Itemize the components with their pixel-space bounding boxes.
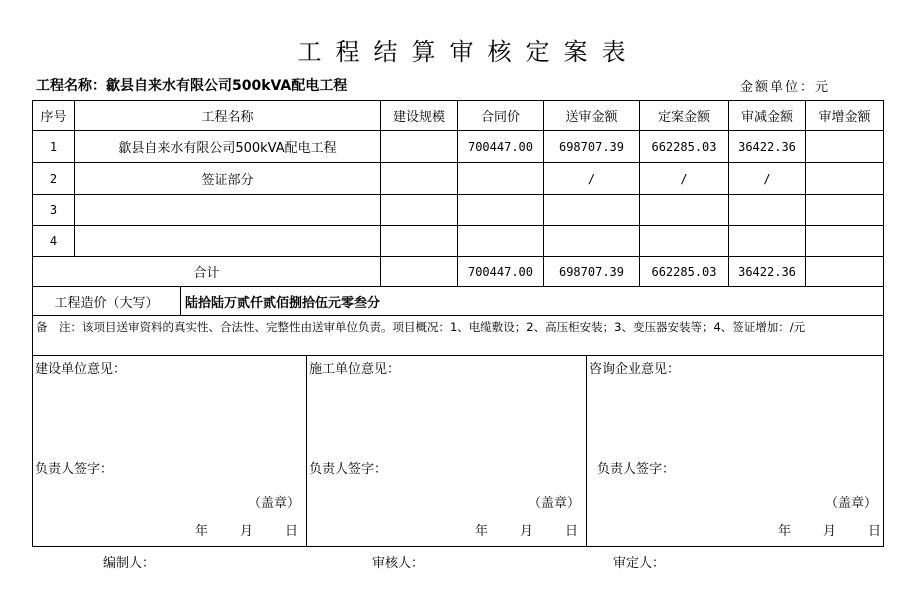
row-2-submitted: /: [543, 162, 640, 195]
opinion-consultant-seal: （盖章）: [824, 496, 877, 511]
opinion-consultant-sign: 负责人签字：: [597, 462, 676, 477]
col-header-scale: 建设规模: [380, 100, 458, 131]
capital-label: 工程造价（大写）: [32, 286, 181, 316]
row-2-reduced: /: [728, 162, 806, 195]
opinion-contractor-sign: 负责人签字：: [309, 462, 388, 477]
row-4-no: 4: [32, 225, 75, 257]
total-label: 合计: [32, 256, 381, 287]
col-header-increased: 审增金额: [805, 100, 884, 131]
page-title: 工程结算审核定案表: [297, 38, 640, 66]
row-4-reduced: [728, 225, 806, 257]
col-header-submitted: 送审金额: [543, 100, 640, 131]
row-4-name: [74, 225, 381, 257]
year-label: 年: [777, 524, 791, 539]
day-label: 日: [867, 524, 881, 539]
row-1-no: 1: [32, 130, 75, 163]
reviewer-label: 审核人：: [372, 556, 425, 571]
row-1-name: 歙县自来水有限公司500kVA配电工程: [74, 130, 381, 163]
opinion-contractor-seal: （盖章）: [527, 496, 580, 511]
remarks: 备 注：该项目送审资料的真实性、合法性、完整性由送审单位负责。项目概况：1、电缆敷设；2、高压柜安装；3、变压器安装等；4、签证增加：/元: [32, 315, 884, 356]
row-4-submitted: [543, 225, 640, 257]
row-4-final: [639, 225, 729, 257]
row-4-scale: [380, 225, 458, 257]
row-2-scale: [380, 162, 458, 195]
row-3-name: [74, 194, 381, 226]
row-2-no: 2: [32, 162, 75, 195]
opinion-owner-label: 建设单位意见：: [35, 362, 127, 377]
row-1-increased: [805, 130, 884, 163]
col-header-no: 序号: [32, 100, 75, 131]
row-2-final: /: [639, 162, 729, 195]
col-header-name: 工程名称: [74, 100, 381, 131]
col-header-contract: 合同价: [457, 100, 544, 131]
opinion-owner-seal: （盖章）: [247, 496, 300, 511]
opinion-contractor-date: [443, 520, 578, 539]
row-2-name: 签证部分: [74, 162, 381, 195]
opinion-consultant-date: [746, 520, 881, 539]
year-label: 年: [474, 524, 488, 539]
month-label: 月: [239, 524, 253, 539]
col-header-reduced: 审减金额: [728, 100, 806, 131]
total-final: 662285.03: [639, 256, 729, 287]
opinion-owner-sign: 负责人签字：: [35, 462, 114, 477]
opinion-owner: [32, 355, 307, 547]
row-3-reduced: [728, 194, 806, 226]
compiler-label: 编制人：: [103, 556, 156, 571]
month-label: 月: [519, 524, 533, 539]
row-3-submitted: [543, 194, 640, 226]
project-name: 工程名称：歙县自来水有限公司500kVA配电工程: [36, 78, 348, 94]
total-increased: [805, 256, 884, 287]
total-submitted: 698707.39: [543, 256, 640, 287]
row-1-submitted: 698707.39: [543, 130, 640, 163]
total-reduced: 36422.36: [728, 256, 806, 287]
amount-unit: 金额单位：元: [740, 80, 831, 95]
row-3-scale: [380, 194, 458, 226]
row-1-final: 662285.03: [639, 130, 729, 163]
opinion-consultant: [586, 355, 884, 547]
opinion-contractor-label: 施工单位意见：: [309, 362, 401, 377]
row-3-contract: [457, 194, 544, 226]
row-3-increased: [805, 194, 884, 226]
row-3-final: [639, 194, 729, 226]
col-header-final: 定案金额: [639, 100, 729, 131]
row-1-scale: [380, 130, 458, 163]
total-contract: 700447.00: [457, 256, 544, 287]
row-3-no: 3: [32, 194, 75, 226]
capital-value: 陆拾陆万贰仟贰佰捌拾伍元零叁分: [180, 286, 884, 316]
row-4-increased: [805, 225, 884, 257]
opinion-consultant-label: 咨询企业意见：: [589, 362, 681, 377]
day-label: 日: [284, 524, 298, 539]
approver-label: 审定人：: [613, 556, 666, 571]
row-2-increased: [805, 162, 884, 195]
opinion-contractor: [306, 355, 587, 547]
month-label: 月: [822, 524, 836, 539]
row-2-contract: [457, 162, 544, 195]
opinion-owner-date: [163, 520, 298, 539]
row-1-contract: 700447.00: [457, 130, 544, 163]
row-1-reduced: 36422.36: [728, 130, 806, 163]
day-label: 日: [564, 524, 578, 539]
total-scale: [380, 256, 458, 287]
year-label: 年: [194, 524, 208, 539]
row-4-contract: [457, 225, 544, 257]
